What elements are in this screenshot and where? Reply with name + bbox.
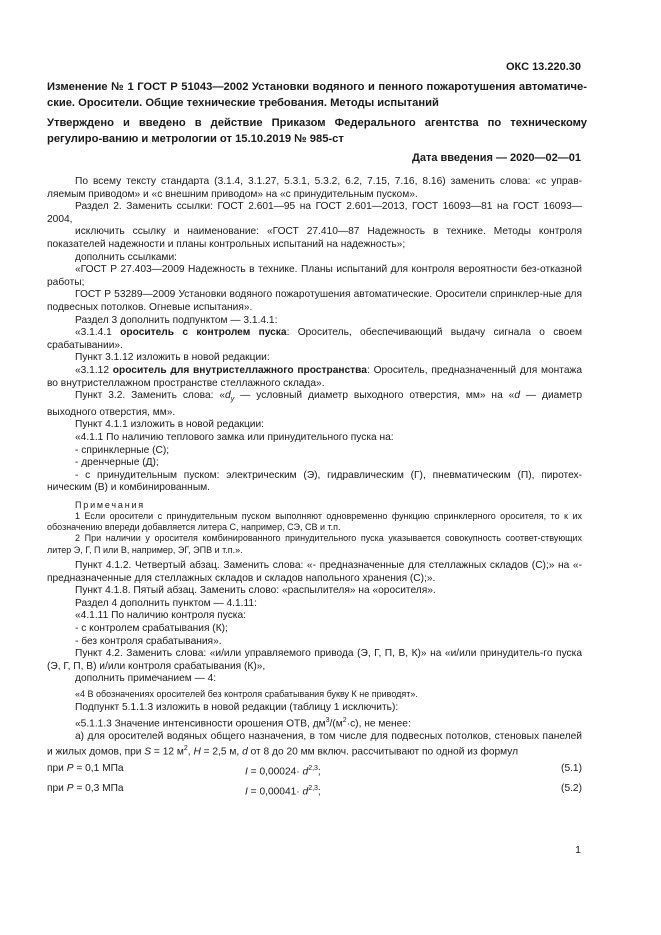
text: = 12 м — [151, 746, 184, 758]
equation-formula — [245, 783, 321, 799]
paragraph: Пункт 4.1.2. Четвертый абзац. Заменить слова: «- предназначенные для стеллажных складов (С);» на «- предназначенные для стеллажных складов и складов напольного хранения (С);». — [47, 560, 582, 584]
paragraph: ГОСТ Р 53289—2009 Установки водяного пожаротушения автоматические. Оросители спринклер-ные для подвесных потолков. Огневые испытания». — [47, 289, 582, 313]
paragraph: Раздел 2. Заменить ссылки: ГОСТ 2.601—95 на ГОСТ 2.601—2013, ГОСТ 16093—81 на ГОСТ 16093—2004, — [47, 201, 582, 225]
paragraph: Подпункт 5.1.1.3 изложить в новой редакции (таблицу 1 исключить): — [75, 702, 399, 713]
exponent: 2,3 — [308, 785, 318, 793]
paragraph: дополнить ссылками: — [75, 251, 177, 263]
equation-5-2 — [47, 779, 582, 799]
paragraph-3-2 — [47, 390, 582, 419]
okc-code: ОКС 13.220.30 — [505, 61, 581, 73]
text: = 0,3 МПа — [73, 783, 124, 795]
var-d: d — [242, 746, 248, 758]
paragraph-item-a — [47, 731, 582, 760]
list-item: - с контролем срабатывания (К); — [75, 623, 228, 635]
equation-condition — [47, 783, 124, 796]
document-body — [47, 176, 582, 799]
note-4: «4 В обозначениях оросителей без контроля срабатывания букву К не приводят». — [75, 689, 418, 699]
var-d: d — [302, 786, 309, 798]
term: ороситель для внутристеллажного пространства — [112, 364, 367, 376]
list-item: - без контроля срабатывания». — [75, 635, 222, 647]
paragraph: По всему тексту стандарта (3.1.4, 3.1.27, 5.3.1, 5.3.2, 6.2, 7.15, 7.16, 8.16) заменить слова: «с управ-ляемым приводом» и «с внешним приводом» на «с принудительным пуском». — [47, 176, 582, 200]
text: а) для оросителей водяных общего назначения, в том числе для подвесных потолков, стеновых панелей и жилых домов, при — [47, 730, 582, 758]
paragraph-term-3-1-4-1 — [47, 327, 582, 352]
paragraph: Раздел 3 дополнить подпунктом — 3.1.4.1: — [75, 314, 278, 326]
equation-formula — [245, 763, 321, 779]
text: от 8 до 20 мм включ. рассчитывают по одной из формул — [247, 746, 519, 758]
paragraph: Пункт 4.1.8. Пятый абзац. Заменить слово: «распылителя» на «оросителя». — [75, 585, 436, 597]
text: — диаметр выходного отверстия, мм». — [47, 390, 583, 418]
paragraph: Пункт 4.1.1 изложить в новой редакции: — [75, 419, 265, 431]
paragraph: «4.1.1 По наличию теплового замка или принудительного пуска на: — [75, 431, 394, 443]
paragraph: исключить ссылку и наименование: «ГОСТ 27.410—87 Надежность в технике. Методы контроля показателей надежности и планы контрольных испытаний на надежность»; — [47, 226, 582, 250]
var-p: P — [66, 763, 74, 775]
text: , — [187, 746, 194, 758]
text: Пункт 3.2. Заменить слова: « — [75, 390, 226, 402]
paragraph: «ГОСТ Р 27.403—2009 Надежность в технике. Планы испытаний для контроля вероятности без-отказной работы; — [47, 264, 582, 288]
var-i: I — [245, 766, 248, 778]
var-d: d — [225, 390, 231, 402]
text: = 0,00041· — [247, 786, 303, 798]
text: = 0,00024· — [247, 766, 303, 778]
equation-condition — [47, 763, 124, 776]
equation-number: (5.2) — [561, 783, 582, 795]
subscript-y: y — [230, 396, 235, 404]
text: /(м — [329, 717, 343, 729]
equation-number: (5.1) — [561, 763, 582, 775]
paragraph-5-1-1-3 — [47, 715, 582, 731]
text: = 2,5 м, — [200, 746, 243, 758]
text: при — [47, 763, 67, 775]
approval-statement: Утверждено и введено в действие Приказом Федерального агентства по техническому регулиро-ванию и метрологии от 15.10.2019 № 985-ст — [47, 117, 587, 145]
notes-header: Примечания — [75, 499, 145, 510]
paragraph: Пункт 3.1.12 изложить в новой редакции: — [75, 352, 270, 364]
superscript: 3 — [325, 716, 330, 724]
text: «5.1.1.3 Значение интенсивности орошения ОТВ, дм — [75, 717, 326, 729]
var-d: d — [514, 390, 520, 402]
text: «3.1.12 — [75, 364, 113, 376]
text: «3.1.4.1 — [75, 327, 121, 339]
var-s: S — [144, 746, 152, 758]
text: : Ороситель, предназначенный для монтажа во внутристеллажном пространстве стеллажного склада». — [47, 364, 582, 389]
text: ·с), не менее: — [346, 717, 411, 729]
var-d: d — [302, 766, 309, 778]
list-item: - дренчерные (Д); — [75, 457, 159, 469]
var-i: I — [245, 786, 248, 798]
amendment-title: Изменение № 1 ГОСТ Р 51043—2002 Установки водяного и пенного пожаротушения автоматиче-ские. Оросители. Общие технические требования. Методы испытаний — [47, 81, 587, 109]
term: ороситель с контролем пуска — [120, 327, 287, 339]
var-p: P — [66, 783, 74, 795]
note-2: 2 При наличии у оросителя комбинированного принудительного пуска указывается совокупность соответ-ствующих литер Э, Г, П или В, например, ЭГ, ЭПВ и т.п.». — [47, 533, 582, 555]
text: при — [47, 783, 67, 795]
paragraph-term-3-1-12 — [47, 365, 582, 390]
list-item: - с принудительным пуском: электрическим (Э), гидравлическим (Г), пневматическим (П), пиротех-ническим (В) и комбинированным. — [47, 469, 582, 494]
paragraph: дополнить примечанием — 4: — [75, 673, 217, 685]
text: ; — [317, 786, 321, 798]
list-item: - спринклерные (С); — [75, 444, 170, 456]
note-1: 1 Если оросители с принудительным пуском выполняют одновременно функцию спринклерного оросителя, то к их обозначению впереди добавляется литера С, например, СЭ, СВ и т.п. — [47, 510, 582, 533]
superscript: 2 — [342, 716, 347, 724]
exponent: 2,3 — [308, 765, 318, 773]
page-number: 1 — [575, 844, 581, 856]
var-h: H — [193, 746, 201, 758]
text: ; — [317, 766, 321, 778]
paragraph: Раздел 4 дополнить пунктом — 4.1.11: — [75, 597, 257, 609]
equation-5-1 — [47, 759, 582, 779]
effective-date: Дата введения — 2020—02—01 — [412, 152, 581, 164]
text: : Ороситель, обеспечивающий выдачу сигнала о своем срабатывании». — [47, 327, 582, 351]
superscript: 2 — [183, 745, 188, 753]
text: — условный диаметр выходного отверстия, мм» на « — [234, 390, 515, 402]
paragraph: «4.1.11 По наличию контроля пуска: — [75, 610, 246, 622]
paragraph: Пункт 4.2. Заменить слова: «и/или управляемого привода (Э, Г, П, В, К)» на «и/или принудитель-го пуска (Э, Г, П, В) и/или контроля срабатывания (К)», — [47, 648, 582, 672]
text: = 0,1 МПа — [73, 763, 124, 775]
